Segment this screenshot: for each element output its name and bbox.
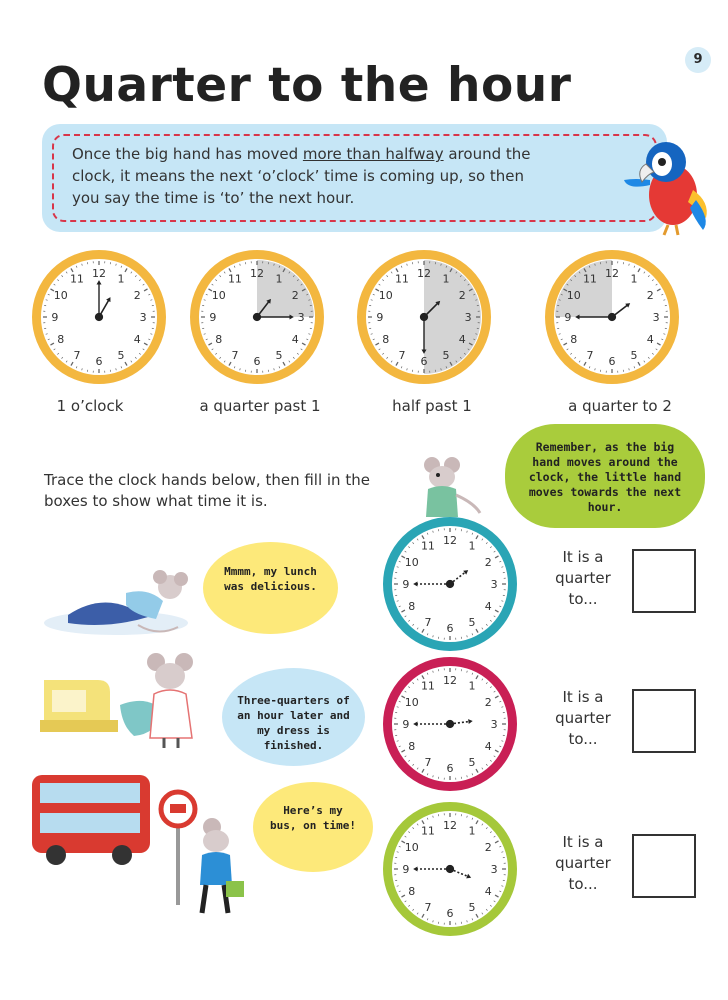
clock-number: 1 <box>442 272 450 286</box>
speech-bubble <box>203 542 338 634</box>
clock-number: 1 <box>630 272 638 286</box>
clock-number: 2 <box>133 288 141 302</box>
clock-number: 12 <box>92 266 106 280</box>
answer-prompt-line: quarter <box>555 854 611 872</box>
clock-number: 1 <box>468 824 476 838</box>
clock-number: 7 <box>231 349 239 363</box>
clock-number: 2 <box>484 695 492 709</box>
clock-number: 10 <box>566 288 581 302</box>
clock-number: 8 <box>215 332 223 346</box>
example-clock <box>188 248 326 386</box>
clock-number: 9 <box>402 717 410 731</box>
clock-number: 7 <box>424 756 432 770</box>
speech-text: Here’s my bus, on time! <box>269 804 357 832</box>
clock-number: 5 <box>117 349 125 363</box>
clock-center <box>446 720 454 728</box>
clock-number: 6 <box>446 761 454 775</box>
clock-number: 8 <box>408 884 416 898</box>
clock-number: 7 <box>586 349 594 363</box>
clock-number: 9 <box>564 310 572 324</box>
bus-stop-mouse-illustration <box>30 765 255 925</box>
intro-box <box>42 124 667 232</box>
page-title: Quarter to the hour <box>42 58 572 113</box>
clock-number: 2 <box>291 288 299 302</box>
example-clock-label: 1 o’clock <box>56 397 124 415</box>
parrot-illustration <box>618 130 713 240</box>
clock-number: 11 <box>420 824 435 838</box>
intro-text-underlined: more than halfway <box>302 145 444 163</box>
clock-number: 12 <box>417 266 431 280</box>
clock-number: 10 <box>404 840 419 854</box>
clock-number: 6 <box>446 621 454 635</box>
answer-prompt-line: It is a <box>562 833 604 851</box>
shaded-sector <box>257 260 314 317</box>
clock-number: 3 <box>490 717 498 731</box>
answer-prompt <box>543 832 623 895</box>
intro-text-start: Once the big hand has moved <box>72 145 303 163</box>
answer-prompt <box>543 547 623 610</box>
clock-number: 3 <box>652 310 660 324</box>
clock-number: 1 <box>117 272 125 286</box>
clock-number: 6 <box>253 354 261 368</box>
answer-prompt <box>543 687 623 750</box>
clock-number: 12 <box>605 266 619 280</box>
clock-number: 10 <box>404 695 419 709</box>
clock-number: 3 <box>464 310 472 324</box>
clock-number: 1 <box>275 272 283 286</box>
clock-number: 11 <box>420 539 435 553</box>
clock-number: 5 <box>468 616 476 630</box>
clock-number: 5 <box>442 349 450 363</box>
clock-number: 8 <box>570 332 578 346</box>
clock-number: 9 <box>209 310 217 324</box>
example-clock-label: a quarter past 1 <box>199 397 321 415</box>
clock-number: 5 <box>468 756 476 770</box>
clock-number: 7 <box>424 616 432 630</box>
answer-prompt-line: to... <box>568 730 598 748</box>
clock-number: 6 <box>420 354 428 368</box>
example-clock <box>30 248 168 386</box>
clock-number: 11 <box>227 272 242 286</box>
clock-number: 3 <box>297 310 305 324</box>
clock-center <box>608 313 616 321</box>
clock-number: 3 <box>139 310 147 324</box>
clock-number: 6 <box>95 354 103 368</box>
clock-number: 6 <box>608 354 616 368</box>
answer-prompt-line: quarter <box>555 569 611 587</box>
clock-number: 9 <box>402 862 410 876</box>
clock-number: 11 <box>582 272 597 286</box>
mouse-pointing-illustration <box>410 455 490 520</box>
clock-number: 2 <box>484 555 492 569</box>
example-clock-label: half past 1 <box>392 397 472 415</box>
clock-number: 5 <box>275 349 283 363</box>
tip-speech-bubble <box>505 424 705 528</box>
clock-number: 10 <box>404 555 419 569</box>
clock-number: 1 <box>468 539 476 553</box>
sleeping-mouse-illustration <box>38 565 203 640</box>
speech-text: Mmmm, my lunch was delicious. <box>224 565 317 593</box>
clock-number: 2 <box>458 288 466 302</box>
clock-number: 12 <box>250 266 264 280</box>
shaded-sector <box>555 260 612 317</box>
clock-number: 4 <box>484 599 492 613</box>
intro-text <box>72 143 552 209</box>
answer-box[interactable] <box>632 834 696 898</box>
speech-bubble <box>253 782 373 872</box>
answer-prompt-line: It is a <box>562 548 604 566</box>
clock-number: 4 <box>484 739 492 753</box>
answer-box[interactable] <box>632 549 696 613</box>
clock-number: 5 <box>630 349 638 363</box>
exercise-clock <box>381 655 519 793</box>
speech-text: Three-quarters of an hour later and my dress is finished. <box>237 694 350 752</box>
clock-number: 3 <box>490 577 498 591</box>
clock-number: 4 <box>484 884 492 898</box>
clock-number: 2 <box>646 288 654 302</box>
clock-number: 12 <box>443 818 457 832</box>
clock-number: 3 <box>490 862 498 876</box>
clock-number: 10 <box>211 288 226 302</box>
instructions-text: Trace the clock hands below, then fill in the boxes to show what time it is. <box>44 471 370 510</box>
speech-bubble <box>222 668 365 766</box>
clock-number: 9 <box>51 310 59 324</box>
clock-number: 12 <box>443 533 457 547</box>
clock-number: 4 <box>133 332 141 346</box>
example-clock <box>543 248 681 386</box>
page-number-badge: 9 <box>685 47 711 73</box>
clock-number: 6 <box>446 906 454 920</box>
tip-text: Remember, as the big hand moves around the clock, the little hand moves towards the next hour. <box>528 440 682 514</box>
clock-number: 8 <box>408 739 416 753</box>
clock-number: 11 <box>394 272 409 286</box>
answer-prompt-line: to... <box>568 590 598 608</box>
clock-center <box>253 313 261 321</box>
clock-number: 2 <box>484 840 492 854</box>
clock-center <box>446 580 454 588</box>
clock-number: 10 <box>378 288 393 302</box>
exercise-clock <box>381 515 519 653</box>
example-clock <box>355 248 493 386</box>
clock-number: 9 <box>376 310 384 324</box>
clock-center <box>446 865 454 873</box>
clock-number: 8 <box>382 332 390 346</box>
clock-number: 11 <box>69 272 84 286</box>
clock-number: 8 <box>57 332 65 346</box>
clock-number: 11 <box>420 679 435 693</box>
sewing-machine-mouse-illustration <box>38 650 208 750</box>
clock-number: 10 <box>53 288 68 302</box>
clock-number: 7 <box>398 349 406 363</box>
example-clock-label: a quarter to 2 <box>568 397 672 415</box>
clock-center <box>420 313 428 321</box>
clock-number: 7 <box>424 901 432 915</box>
clock-number: 5 <box>468 901 476 915</box>
clock-number: 4 <box>646 332 654 346</box>
answer-box[interactable] <box>632 689 696 753</box>
answer-prompt-line: to... <box>568 875 598 893</box>
answer-prompt-line: It is a <box>562 688 604 706</box>
clock-number: 1 <box>468 679 476 693</box>
clock-number: 4 <box>458 332 466 346</box>
clock-number: 8 <box>408 599 416 613</box>
clock-number: 9 <box>402 577 410 591</box>
clock-number: 12 <box>443 673 457 687</box>
answer-prompt-line: quarter <box>555 709 611 727</box>
intro-text-end: around the clock, it means the next ‘o’clock’ time is coming up, so then you say the time is ‘to’ the next hour. <box>72 145 531 207</box>
clock-center <box>95 313 103 321</box>
clock-number: 7 <box>73 349 81 363</box>
exercise-clock <box>381 800 519 938</box>
clock-number: 4 <box>291 332 299 346</box>
